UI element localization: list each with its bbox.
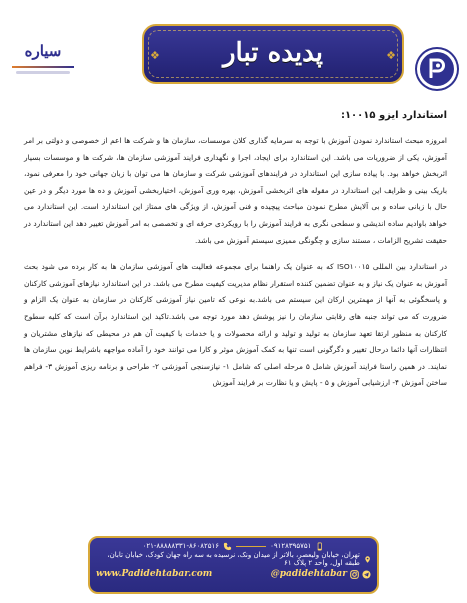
header bbox=[8, 14, 459, 94]
location-pin-icon bbox=[364, 555, 371, 564]
instagram-handle[interactable] bbox=[271, 569, 371, 579]
address-text: تهران، خیابان ولیعصر، بالاتر از میدان ونک، نرسیده به سه راه جهان کودک، خیابان تابان، طبقه اول، واحد ۲ پلاک ۶۱ bbox=[107, 551, 360, 567]
footer-address-row bbox=[96, 553, 371, 565]
left-logo-subtext bbox=[16, 71, 70, 74]
website-link[interactable]: www.Padidehtabar.com bbox=[96, 569, 213, 579]
instagram-text: @padidehtabar bbox=[270, 569, 347, 579]
left-logo-underline bbox=[12, 66, 74, 68]
telegram-icon bbox=[362, 570, 371, 579]
left-logo-wordmark: سیاره bbox=[24, 42, 62, 60]
banner-title: پدیده تبار bbox=[222, 38, 323, 68]
footer-contact-box bbox=[88, 536, 379, 594]
left-logo bbox=[12, 34, 74, 80]
ornament-icon: ❖ bbox=[386, 49, 396, 62]
mobile-number: ۰۹۱۲۸۳۹۵۷۵۱ bbox=[270, 542, 312, 550]
article-body bbox=[24, 110, 447, 402]
article-paragraph: در استاندارد بین المللی ISO۱۰۰۱۵ که به عنوان یک راهنما برای مجموعه فعالیت های آموزشی سازمان ها به کار برده می شود بحث آموزش به عنوان یک نیاز و به عنوان تضمین کننده استقرار نظام مدیریت کیفیت مطرح می باشد. در این استاندارد نیازهای آموزشی کارکنان و پاسخگوئی به آنها از مهمترین ارکان این سیستم می باشد.به نوعی که تامین نیاز آموزشی کارکنان در سازمان به عنوان یک الزام و ضرورت که می تواند جنبه های رقابتی سازمان را نیز پوشش دهد مورد توجه می باشد.تاکید این استاندارد برآن است که کلیه سطوح کارکنان به منظور ارتقا تعهد سازمان به تولید و تولید و ارائه محصولات و یا خدمات با کیفیت آن هم در محیطی که نیازهای مشتریان و انتظارات آنها دائما درحال تغییر و دگرگونی است تنها به کمک آموزش موثر و کارا می توانند خود را آماده مواجهه باشرایط نوین سازمان ها نمایند. در همین راستا فرایند آموزش شامل ۵ مرحله اصلی که شامل ۱- نیازسنجی آموزشی ۲- طراحی و برنامه ریزی آموزش ۳- فراهم ساختن آموزش ۴- ارزشیابی آموزش و ۵ - پایش و یا نظارت بر فرایند آموزش bbox=[24, 262, 447, 388]
p-letter-icon bbox=[428, 58, 446, 78]
instagram-icon bbox=[350, 570, 359, 579]
footer-web-row bbox=[96, 568, 371, 580]
article-heading: استاندارد ایزو ۱۰۰۱۵: bbox=[340, 110, 447, 121]
phone-numbers: ۰۲۱-۸۸۸۸۸۳۳۱-۸۶۰۸۲۵۱۶ bbox=[142, 542, 220, 550]
ornament-icon: ❖ bbox=[150, 49, 160, 62]
title-banner bbox=[142, 24, 404, 84]
phone-icon bbox=[223, 542, 232, 551]
mobile-icon bbox=[315, 542, 324, 551]
article-paragraph: امروزه مبحث استاندارد نمودن آموزش با توجه به سرمایه گذاری کلان موسسات، سازمان ها و شرکت ها اعم از خصوصی و دولتی بر امر آموزش، یکی از ضروریات می باشد. این استاندارد برای ایجاد، اجرا و نگهداری فرایند آموزشی سازمان ها، شرکت ها و موسسات بسیار اثربخش خواهد بود. با پیاده سازی این استاندارد در فرایندهای آموزشی شرکت و سازمان ها می توان با زبان جهانی خود را معرفی نمود، باریک بینی و ظرایف این استاندارد در مقوله های اثربخشی آموزش، بهره وری آموزش، اختیاربخشی آموزش و ده ها مورد دیگر و در عین حال با زبانی ساده و بی آلایش مطرح نمودن مباحث پیچیده و فنی آموزش، از ویژگی های ممتاز این استاندارد است. این استاندارد می خواهد باوادیم ساده اندیشی و سطحی نگری به فرایند آموزش را با رویکردی حرفه ای و تخصصی به امر آموزش تغییر دهد این استاندارد در حقیقت تشریح الزامات ، مستند سازی و چگونگی ممیزی سیستم آموزش می باشد. bbox=[24, 136, 447, 245]
brand-p-logo-icon bbox=[420, 52, 454, 86]
divider bbox=[236, 546, 266, 547]
